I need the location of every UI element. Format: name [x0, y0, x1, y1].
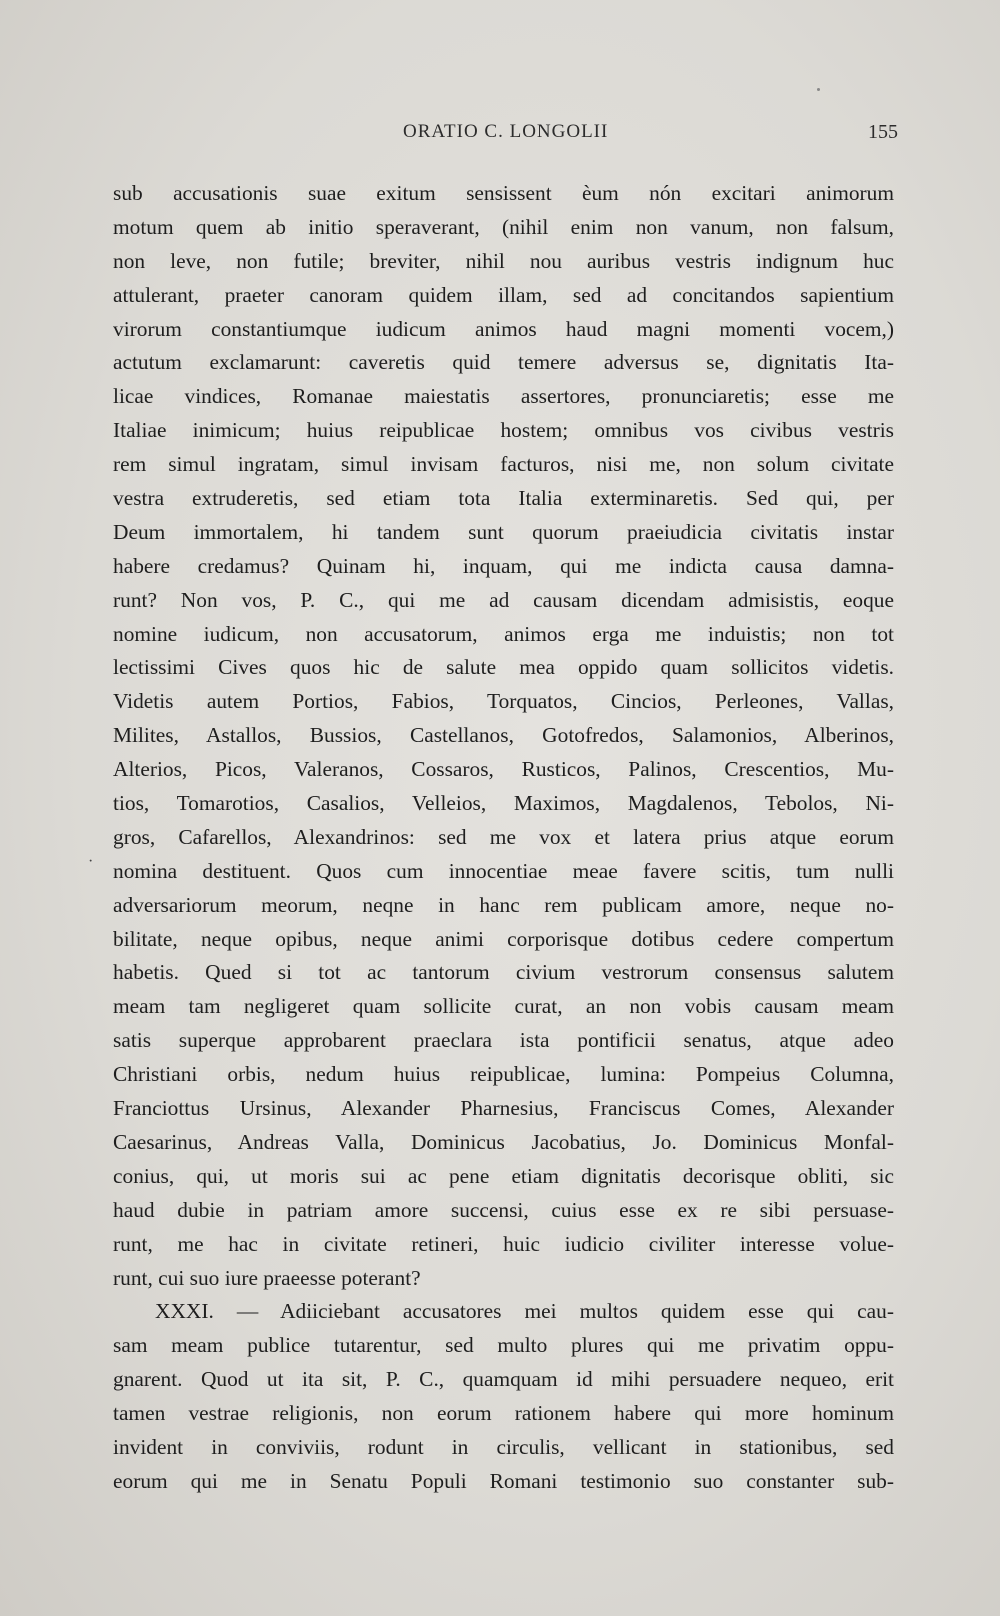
text-line: runt? Non vos, P. C., qui me ad causam dicendam admisistis, eoque: [113, 587, 894, 612]
text-line: Deum immortalem, hi tandem sunt quorum praeiudicia civitatis instar: [113, 519, 894, 544]
text-line: actutum exclamarunt: caveretis quid temere adversus se, dignitatis Ita-: [113, 350, 894, 375]
text-line: adversariorum meorum, neqne in hanc rem publicam amore, neque no-: [113, 892, 894, 917]
text-line: tamen vestrae religionis, non eorum rationem habere qui more hominum: [113, 1401, 894, 1426]
text-line: satis superque approbarent praeclara ista pontificii senatus, atque adeo: [113, 1028, 894, 1053]
text-line: nomina destituent. Quos cum innocentiae meae favere scitis, tum nulli: [113, 858, 894, 883]
text-line: haud dubie in patriam amore succensi, cuius esse ex re sibi persuase-: [113, 1197, 894, 1222]
text-line: invident in conviviis, rodunt in circulis, vellicant in stationibus, sed: [113, 1434, 894, 1459]
text-line: Caesarinus, Andreas Valla, Dominicus Jacobatius, Jo. Dominicus Monfal-: [113, 1129, 894, 1154]
text-line: XXXI. — Adiiciebant accusatores mei multos quidem esse qui cau-: [155, 1299, 894, 1324]
running-title: ORATIO C. LONGOLII: [403, 121, 609, 142]
text-line: motum quem ab initio speraverant, (nihil enim non vanum, non falsum,: [113, 214, 894, 239]
text-line: licae vindices, Romanae maiestatis assertores, pronunciaretis; esse me: [113, 384, 894, 409]
text-line: conius, qui, ut moris sui ac pene etiam dignitatis decorisque obliti, sic: [113, 1163, 894, 1188]
text-line: meam tam negligeret quam sollicite curat, an non vobis causam meam: [113, 994, 894, 1019]
text-line: Videtis autem Portios, Fabios, Torquatos, Cincios, Perleones, Vallas,: [113, 689, 894, 714]
text-line: Christiani orbis, nedum huius reipublicae, lumina: Pompeius Columna,: [113, 1062, 894, 1087]
margin-mark: ·: [88, 853, 94, 870]
text-line: runt, cui suo iure praeesse poterant?: [113, 1265, 421, 1290]
body-text: [113, 177, 894, 1499]
text-line: vestra extruderetis, sed etiam tota Italia exterminaretis. Sed qui, per: [113, 486, 894, 511]
text-line: Italiae inimicum; huius reipublicae hostem; omnibus vos civibus vestris: [113, 418, 894, 443]
text-line: non leve, non futile; breviter, nihil nou auribus vestris indignum huc: [113, 248, 894, 273]
text-line: nomine iudicum, non accusatorum, animos erga me induistis; non tot: [113, 621, 894, 646]
text-line: gros, Cafarellos, Alexandrinos: sed me vox et latera prius atque eorum: [113, 824, 894, 849]
text-line: habetis. Qued si tot ac tantorum civium vestrorum consensus salutem: [113, 960, 894, 985]
page-header: [108, 121, 898, 151]
text-line: attulerant, praeter canoram quidem illam, sed ad concitandos sapientium: [113, 282, 894, 307]
text-line: rem simul ingratam, simul invisam facturos, nisi me, non solum civitate: [113, 452, 894, 477]
ink-speck: [817, 88, 820, 91]
text-line: sam meam publice tutarentur, sed multo plures qui me privatim oppu-: [113, 1333, 894, 1358]
text-line: gnarent. Quod ut ita sit, P. C., quamquam id mihi persuadere nequeo, erit: [113, 1367, 894, 1392]
text-line: Franciottus Ursinus, Alexander Pharnesius, Franciscus Comes, Alexander: [113, 1096, 894, 1121]
text-line: lectissimi Cives quos hic de salute mea oppido quam sollicitos videtis.: [113, 655, 894, 680]
text-line: sub accusationis suae exitum sensissent èum nón excitari animorum: [113, 181, 894, 205]
text-line: bilitate, neque opibus, neque animi corporisque dotibus cedere compertum: [113, 926, 894, 951]
text-line: runt, me hac in civitate retineri, huic iudicio civiliter interesse volue-: [113, 1231, 894, 1256]
text-line: virorum constantiumque iudicum animos haud magni momenti vocem,): [113, 316, 894, 341]
text-line: tios, Tomarotios, Casalios, Velleios, Maximos, Magdalenos, Tebolos, Ni-: [113, 791, 894, 816]
text-line: Milites, Astallos, Bussios, Castellanos, Gotofredos, Salamonios, Alberinos,: [113, 723, 894, 748]
page-number: 155: [868, 121, 898, 143]
text-line: eorum qui me in Senatu Populi Romani testimonio suo constanter sub-: [113, 1468, 894, 1493]
text-line: Alterios, Picos, Valeranos, Cossaros, Rusticos, Palinos, Crescentios, Mu-: [113, 757, 894, 782]
text-line: habere credamus? Quinam hi, inquam, qui me indicta causa damna-: [113, 553, 894, 578]
